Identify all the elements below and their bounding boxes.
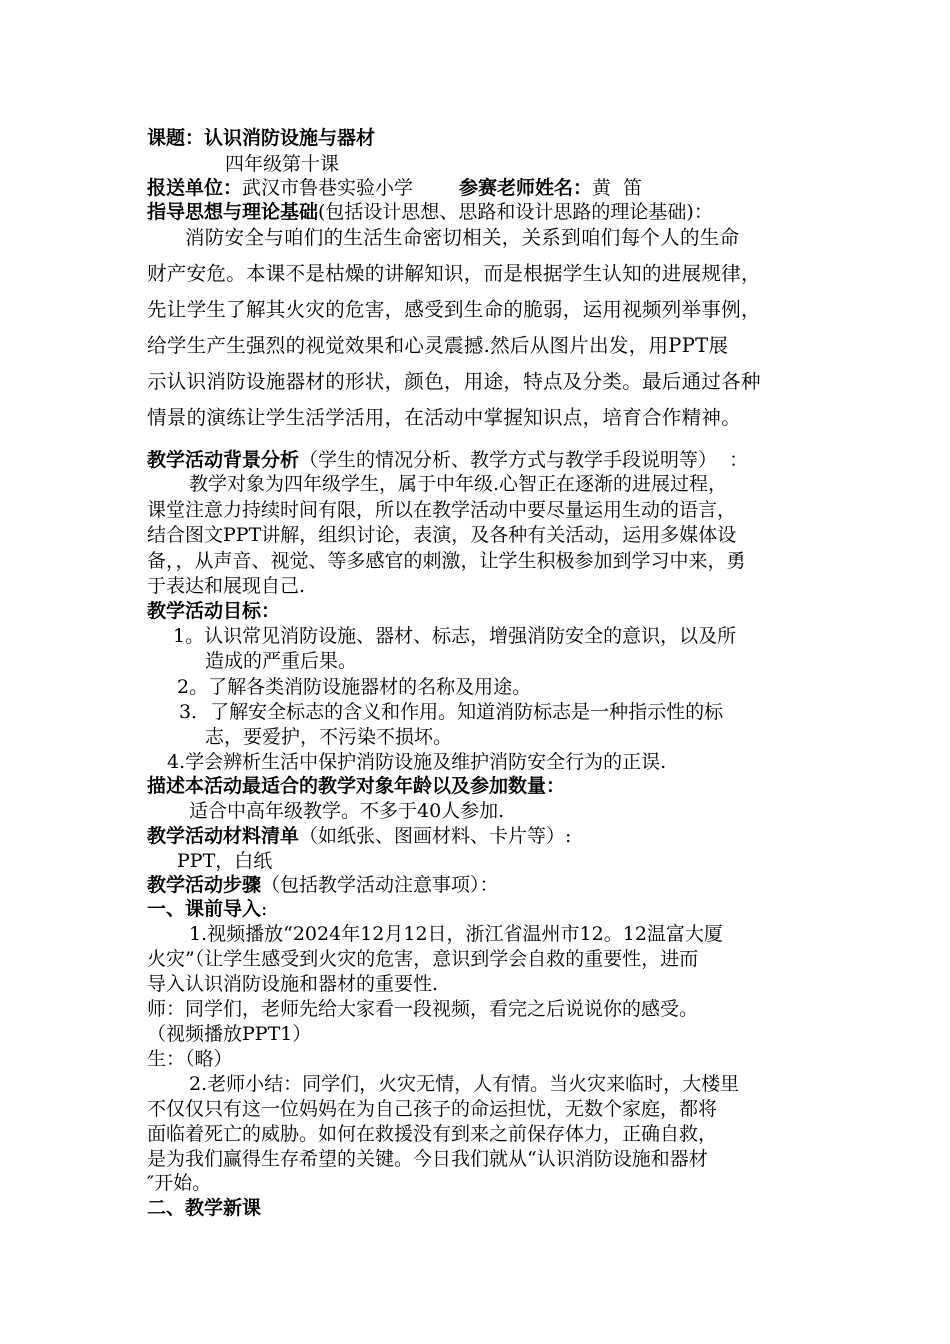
steps-paragraph-line: ″开始。 bbox=[147, 1172, 212, 1194]
steps-heading: 教学活动步骤（包括教学活动注意事项）： bbox=[147, 874, 499, 896]
goals-heading: 教学活动目标： bbox=[147, 600, 281, 622]
goal-item: 1。认识常见消防设施、器材、标志，增强消防安全的意识，以及所 bbox=[173, 625, 737, 647]
guide-paragraph-line: 示认识消防设施器材的形状，颜色，用途，特点及分类。最后通过各种 bbox=[147, 370, 761, 393]
steps-paragraph-line: 1.视频播放“2024年12月12日，浙江省温州市12。12温富大厦 bbox=[189, 923, 723, 945]
student-dialogue: 生：（略） bbox=[147, 1048, 233, 1070]
steps-paragraph-line: 2.老师小结：同学们，火灾无情，人有情。当火灾来临时，大楼里 bbox=[189, 1073, 740, 1095]
background-heading: 教学活动背景分析（学生的情况分析、教学方式与教学手段说明等） ： bbox=[147, 449, 749, 471]
goal-item: 4.学会辨析生活中保护消防设施及维护消防安全行为的正误. bbox=[167, 751, 667, 773]
section-heading-intro: 一、课前导入: bbox=[147, 898, 268, 920]
goal-item: 3．了解安全标志的含义和作用。知道消防标志是一种指示性的标 bbox=[179, 701, 724, 723]
section-heading-new-lesson: 二、教学新课 bbox=[147, 1197, 262, 1219]
steps-paragraph-line: 不仅仅只有这一位妈妈在为自己孩子的命运担忧，无数个家庭，都将 bbox=[147, 1098, 718, 1120]
audience-heading: 描述本活动最适合的教学对象年龄以及参加数量： bbox=[147, 775, 566, 797]
lesson-subtitle: 四年级第十课 bbox=[225, 153, 340, 175]
goal-item-continuation: 志，要爱护，不污染不损坏。 bbox=[205, 726, 453, 748]
background-paragraph-line: 教学对象为四年级学生，属于中年级.心智正在逐渐的进展过程， bbox=[189, 473, 728, 495]
guide-paragraph-line: 情景的演练让学生活学活用，在活动中掌握知识点，培育合作精神。 bbox=[147, 406, 742, 429]
info-line: 报送单位：武汉市鲁巷实验小学 参赛老师姓名：黄 笛 bbox=[147, 177, 643, 199]
materials-text: PPT，白纸 bbox=[177, 850, 273, 872]
background-paragraph-line: 课堂注意力持续时间有限，所以在教学活动中要尽量运用生动的语言， bbox=[147, 499, 737, 521]
steps-paragraph-line: 面临着死亡的威胁。如何在救援没有到来之前保存体力，正确自救， bbox=[147, 1123, 718, 1145]
video-note: （视频播放PPT1） bbox=[147, 1023, 312, 1045]
guide-paragraph-line: 先让学生了解其火灾的危害，感受到生命的脆弱，运用视频列举事例， bbox=[147, 298, 761, 321]
goal-item: 2。了解各类消防设施器材的名称及用途。 bbox=[177, 676, 532, 698]
guide-paragraph-line: 消防安全与咱们的生活生命密切相关，关系到咱们每个人的生命 bbox=[185, 226, 740, 249]
guide-heading: 指导思想与理论基础(包括设计思想、思路和设计思路的理论基础)： bbox=[147, 201, 713, 223]
guide-paragraph-line: 财产安危。本课不是枯燥的讲解知识，而是根据学生认知的进展规律， bbox=[147, 262, 761, 285]
guide-paragraph-line: 给学生产生强烈的视觉效果和心灵震撼.然后从图片出发，用PPT展 bbox=[147, 334, 729, 357]
materials-heading: 教学活动材料清单（如纸张、图画材料、卡片等）: bbox=[147, 825, 572, 847]
background-paragraph-line: 于表达和展现自己. bbox=[147, 575, 306, 597]
background-paragraph-line: 结合图文PPT讲解，组织讨论，表演，及各种有关活动，运用多媒体设 bbox=[147, 524, 737, 546]
goal-item-continuation: 造成的严重后果。 bbox=[205, 650, 358, 672]
teacher-dialogue: 师：同学们，老师先给大家看一段视频，看完之后说说你的感受。 bbox=[147, 998, 699, 1020]
background-paragraph-line: 备，，从声音、视觉、等多感官的刺激，让学生积极参加到学习中来，勇 bbox=[147, 550, 746, 572]
lesson-title: 课题：认识消防设施与器材 bbox=[147, 127, 376, 149]
steps-paragraph-line: 火灾”（让学生感受到火灾的危害，意识到学会自救的重要性，进而 bbox=[147, 948, 699, 970]
steps-paragraph-line: 是为我们赢得生存希望的关键。今日我们就从“认识消防设施和器材 bbox=[147, 1148, 708, 1170]
steps-paragraph-line: 导入认识消防设施和器材的重要性. bbox=[147, 973, 439, 995]
audience-text: 适合中高年级教学。不多于40人参加. bbox=[189, 800, 505, 822]
